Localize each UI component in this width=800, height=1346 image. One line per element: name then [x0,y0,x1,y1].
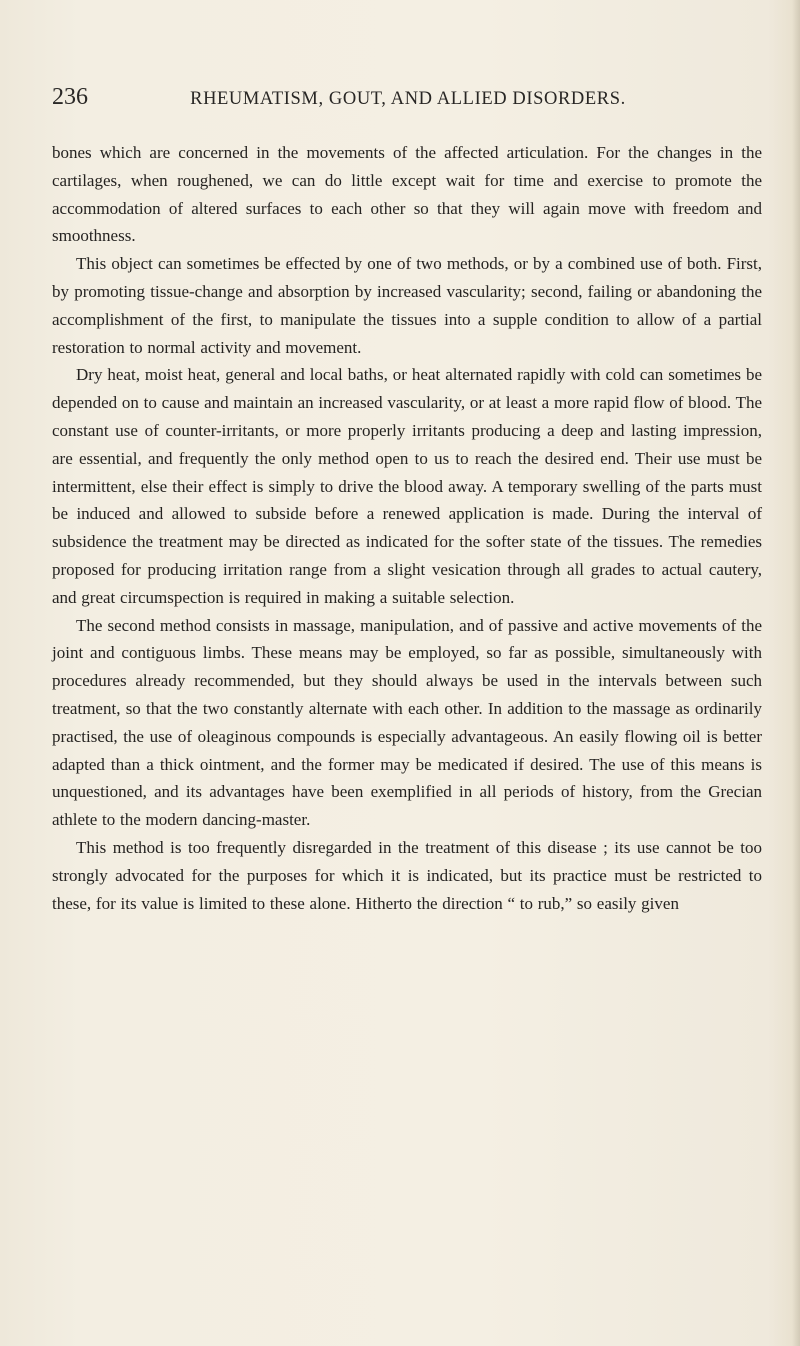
paragraph: Dry heat, moist heat, general and local baths, or heat alternated rapidly with cold can sometimes be depended on to cause and maintain an increased vascularity, or at least a more rapid flow of blood. The constant use of counter-irritants, or more properly irritants producing a deep and lasting impression, are essential, and frequently the only method open to us to reach the desired end. Their use must be intermittent, else their effect is simply to drive the blood away. A temporary swelling of the parts must be induced and allowed to subside before a renewed application is made. During the interval of subsidence the treatment may be directed as indicated for the softer state of the tissues. The remedies proposed for producing irritation range from a slight vesication through all grades to actual cautery, and great circumspection is required in making a suitable selection. [52,365,763,607]
body-text [52,139,762,917]
paragraph: This object can sometimes be effected by one of two methods, or by a combined use of both. First, by promoting tissue-change and absorption by increased vascularity; second, failing or abandoning the accomplishment of the first, to manipulate the tissues into a supple condition to allow of a partial restoration to normal activity and movement. [52,254,762,357]
paragraph: This method is too frequently disregarded in the treatment of this disease ; its use cannot be too strongly advocated for the purposes for which it is indicated, but its practice must be restricted to these, for its value is limited to these alone. Hitherto the direction “ to rub,” so easily given [52,837,762,913]
page-header [52,84,764,118]
paragraph: The second method consists in massage, manipulation, and of passive and active movements of the joint and contiguous limbs. These means may be employed, so far as possible, simultaneously with procedures already recommended, but they should always be used in the intervals between such treatment, so that the two constantly alternate with each other. In addition to the massage as ordinarily practised, the use of oleaginous compounds is especially advantageous. An easily flowing oil is better adapted than a thick ointment, and the former may be medicated if desired. The use of this means is unquestioned, and its advantages have been exemplified in all periods of history, from the Grecian athlete to the modern dancing-master. [52,615,762,830]
paragraph-continued: bones which are concerned in the movements of the affected articulation. For the changes in the cartilages, when roughened, we can do little except wait for time and exercise to promote the accommodation of altered surfaces to each other so that they will again move with freedom and smoothness. [52,143,762,246]
page-edge-shadow [792,0,800,1346]
page-number: 236 [52,84,88,110]
running-head: RHEUMATISM, GOUT, AND ALLIED DISORDERS. [190,89,626,109]
